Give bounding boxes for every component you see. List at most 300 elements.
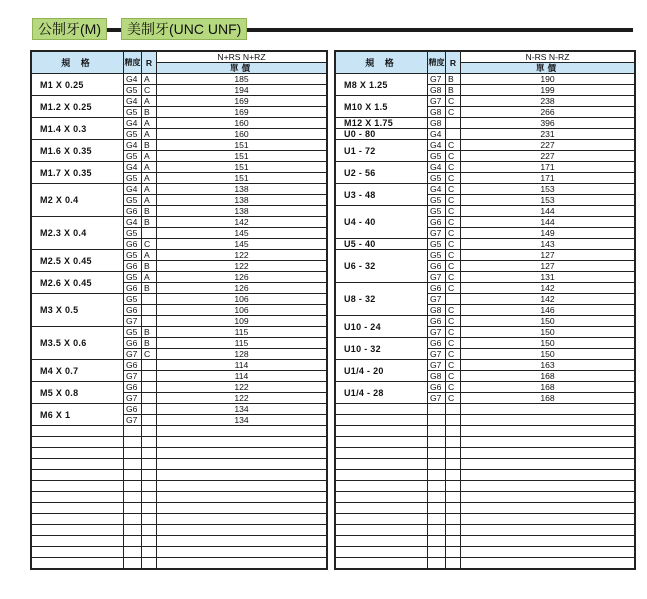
empty-cell [461, 459, 635, 470]
tab-unc-unf-thread[interactable]: 美制牙(UNC UNF) [121, 18, 247, 40]
price-cell: 168 [461, 382, 635, 393]
price-cell: 142 [461, 294, 635, 305]
empty-row [32, 514, 327, 525]
grade-cell: G8 [428, 305, 446, 316]
r-cell [446, 118, 461, 129]
r-cell [142, 404, 157, 415]
table-row [32, 382, 327, 393]
empty-cell [157, 492, 327, 503]
grade-cell: G5 [124, 250, 142, 261]
price-cell: 143 [461, 239, 635, 250]
grade-cell: G6 [428, 261, 446, 272]
table-row [32, 272, 327, 283]
empty-row [336, 503, 635, 514]
grade-cell: G5 [124, 107, 142, 118]
r-cell: A [142, 272, 157, 283]
spec-cell: M2.6 X 0.45 [32, 272, 124, 294]
empty-cell [32, 503, 124, 514]
r-cell: A [142, 250, 157, 261]
price-cell: 153 [461, 184, 635, 195]
empty-cell [428, 492, 446, 503]
price-cell: 169 [157, 96, 327, 107]
empty-cell [157, 470, 327, 481]
spec-cell: U2 - 56 [336, 162, 428, 184]
price-cell: 190 [461, 74, 635, 85]
r-cell: C [446, 184, 461, 195]
empty-row [32, 536, 327, 547]
r-cell: C [446, 250, 461, 261]
price-cell: 127 [461, 261, 635, 272]
price-cell: 153 [461, 195, 635, 206]
r-cell: A [142, 151, 157, 162]
table-row [336, 338, 635, 349]
spec-cell: U8 - 32 [336, 283, 428, 316]
empty-cell [428, 459, 446, 470]
r-cell: C [446, 151, 461, 162]
price-cell: 151 [157, 162, 327, 173]
r-cell: A [142, 74, 157, 85]
empty-cell [32, 459, 124, 470]
header-spec: 規 格 [336, 52, 428, 74]
spec-cell: U5 - 40 [336, 239, 428, 250]
grade-cell: G8 [428, 371, 446, 382]
empty-cell [142, 503, 157, 514]
price-cell: 122 [157, 393, 327, 404]
empty-cell [336, 481, 428, 492]
price-cell: 151 [157, 140, 327, 151]
spec-cell: M5 X 0.8 [32, 382, 124, 404]
empty-cell [428, 481, 446, 492]
r-cell: A [142, 96, 157, 107]
empty-cell [124, 525, 142, 536]
price-cell: 151 [157, 151, 327, 162]
empty-cell [142, 470, 157, 481]
table-row [336, 140, 635, 151]
spec-cell: M1.4 X 0.3 [32, 118, 124, 140]
table-row [32, 96, 327, 107]
table-row [336, 96, 635, 107]
empty-cell [142, 514, 157, 525]
r-cell [142, 415, 157, 426]
empty-cell [336, 547, 428, 558]
grade-cell: G6 [124, 360, 142, 371]
price-cell: 171 [461, 162, 635, 173]
price-cell: 131 [461, 272, 635, 283]
empty-cell [32, 558, 124, 569]
price-cell: 169 [157, 107, 327, 118]
table-row [336, 129, 635, 140]
table-row [336, 118, 635, 129]
price-cell: 126 [157, 283, 327, 294]
price-cell: 168 [461, 371, 635, 382]
price-cell: 138 [157, 184, 327, 195]
spec-cell: U6 - 32 [336, 250, 428, 283]
price-cell: 106 [157, 305, 327, 316]
r-cell: C [446, 96, 461, 107]
table-row [32, 74, 327, 85]
empty-row [32, 459, 327, 470]
empty-cell [32, 426, 124, 437]
price-cell: 122 [157, 250, 327, 261]
r-cell: C [446, 360, 461, 371]
r-cell [142, 360, 157, 371]
grade-cell: G4 [124, 162, 142, 173]
r-cell: C [142, 85, 157, 96]
price-cell: 199 [461, 85, 635, 96]
empty-cell [428, 470, 446, 481]
empty-row [336, 536, 635, 547]
spec-cell: U3 - 48 [336, 184, 428, 206]
grade-cell: G7 [428, 228, 446, 239]
r-cell: C [446, 338, 461, 349]
price-cell: 171 [461, 173, 635, 184]
r-cell: B [446, 74, 461, 85]
grade-cell: G4 [124, 140, 142, 151]
grade-cell: G7 [124, 371, 142, 382]
empty-cell [124, 470, 142, 481]
empty-cell [157, 448, 327, 459]
grade-cell: G7 [428, 393, 446, 404]
table-row [336, 250, 635, 261]
empty-row [336, 558, 635, 569]
empty-cell [446, 481, 461, 492]
grade-cell: G6 [124, 206, 142, 217]
empty-row [336, 547, 635, 558]
empty-cell [446, 459, 461, 470]
header-price: 單價 [461, 63, 635, 74]
empty-cell [461, 558, 635, 569]
r-cell: B [142, 140, 157, 151]
r-cell: C [446, 195, 461, 206]
empty-cell [461, 525, 635, 536]
spec-cell: M2 X 0.4 [32, 184, 124, 217]
table-row [32, 360, 327, 371]
r-cell: C [446, 107, 461, 118]
price-cell: 122 [157, 261, 327, 272]
table-row [336, 239, 635, 250]
price-cell: 396 [461, 118, 635, 129]
spec-cell: U0 - 80 [336, 129, 428, 140]
empty-cell [428, 525, 446, 536]
r-cell: C [446, 283, 461, 294]
empty-cell [32, 448, 124, 459]
r-cell: A [142, 173, 157, 184]
empty-cell [32, 437, 124, 448]
grade-cell: G5 [428, 151, 446, 162]
r-cell: A [142, 162, 157, 173]
empty-cell [428, 404, 446, 415]
grade-cell: G5 [428, 206, 446, 217]
table-row [336, 283, 635, 294]
r-cell: C [446, 382, 461, 393]
empty-cell [446, 404, 461, 415]
table-row [336, 74, 635, 85]
price-cell: 115 [157, 338, 327, 349]
grade-cell: G4 [428, 162, 446, 173]
grade-cell: G5 [428, 195, 446, 206]
table-row [32, 184, 327, 195]
grade-cell: G4 [428, 129, 446, 140]
price-cell: 138 [157, 195, 327, 206]
r-cell: B [142, 327, 157, 338]
grade-cell: G4 [124, 184, 142, 195]
table-row [32, 140, 327, 151]
empty-cell [428, 514, 446, 525]
table-row [32, 327, 327, 338]
empty-cell [461, 503, 635, 514]
grade-cell: G4 [428, 140, 446, 151]
table-row [336, 206, 635, 217]
r-cell: B [142, 107, 157, 118]
empty-cell [336, 503, 428, 514]
spec-cell: U4 - 40 [336, 206, 428, 239]
r-cell: C [446, 206, 461, 217]
r-cell: C [446, 239, 461, 250]
header-series: N-RS N-RZ [461, 52, 635, 63]
header-price: 單價 [157, 63, 327, 74]
empty-cell [446, 503, 461, 514]
table-row [336, 162, 635, 173]
empty-cell [157, 437, 327, 448]
grade-cell: G5 [124, 173, 142, 184]
grade-cell: G6 [428, 316, 446, 327]
empty-cell [446, 536, 461, 547]
price-cell: 134 [157, 404, 327, 415]
empty-row [32, 558, 327, 569]
r-cell: B [142, 261, 157, 272]
grade-cell: G4 [428, 184, 446, 195]
empty-cell [32, 536, 124, 547]
r-cell: C [446, 162, 461, 173]
empty-cell [32, 492, 124, 503]
table-row [32, 250, 327, 261]
r-cell: C [446, 173, 461, 184]
empty-cell [461, 492, 635, 503]
r-cell: B [142, 338, 157, 349]
r-cell: C [446, 228, 461, 239]
empty-cell [336, 437, 428, 448]
grade-cell: G5 [124, 272, 142, 283]
r-cell [142, 294, 157, 305]
empty-cell [142, 448, 157, 459]
empty-row [336, 448, 635, 459]
header-r: R [142, 52, 157, 74]
grade-cell: G6 [428, 338, 446, 349]
grade-cell: G4 [124, 74, 142, 85]
empty-cell [142, 525, 157, 536]
empty-row [336, 481, 635, 492]
empty-cell [336, 426, 428, 437]
empty-cell [124, 514, 142, 525]
empty-cell [446, 558, 461, 569]
empty-cell [124, 547, 142, 558]
spec-cell: M3 X 0.5 [32, 294, 124, 327]
empty-cell [461, 448, 635, 459]
r-cell [446, 294, 461, 305]
empty-cell [142, 492, 157, 503]
grade-cell: G5 [124, 294, 142, 305]
r-cell: C [446, 217, 461, 228]
grade-cell: G7 [124, 393, 142, 404]
r-cell [142, 228, 157, 239]
spec-cell: U1/4 - 28 [336, 382, 428, 404]
grade-cell: G7 [124, 316, 142, 327]
price-cell: 126 [157, 272, 327, 283]
empty-cell [461, 415, 635, 426]
grade-cell: G7 [428, 272, 446, 283]
price-cell: 109 [157, 316, 327, 327]
r-cell: C [446, 327, 461, 338]
empty-cell [446, 492, 461, 503]
spec-cell: M1.6 X 0.35 [32, 140, 124, 162]
empty-cell [157, 525, 327, 536]
table-row [32, 162, 327, 173]
r-cell: C [446, 316, 461, 327]
table-row [336, 184, 635, 195]
r-cell: A [142, 118, 157, 129]
empty-cell [157, 536, 327, 547]
empty-cell [428, 415, 446, 426]
price-cell: 150 [461, 338, 635, 349]
grade-cell: G4 [124, 118, 142, 129]
empty-row [336, 404, 635, 415]
grade-cell: G6 [124, 283, 142, 294]
empty-cell [446, 437, 461, 448]
price-cell: 194 [157, 85, 327, 96]
grade-cell: G5 [124, 129, 142, 140]
grade-cell: G6 [428, 217, 446, 228]
empty-row [32, 503, 327, 514]
empty-cell [142, 426, 157, 437]
spec-cell: M1.7 X 0.35 [32, 162, 124, 184]
spec-cell: M8 X 1.25 [336, 74, 428, 96]
r-cell: C [142, 349, 157, 360]
grade-cell: G4 [124, 217, 142, 228]
spec-cell: M2.3 X 0.4 [32, 217, 124, 250]
price-cell: 145 [157, 228, 327, 239]
grade-cell: G7 [428, 327, 446, 338]
price-cell: 160 [157, 129, 327, 140]
spec-cell: M6 X 1 [32, 404, 124, 426]
grade-cell: G8 [428, 107, 446, 118]
table-row [336, 360, 635, 371]
price-cell: 168 [461, 393, 635, 404]
header-grade: 精度 [124, 52, 142, 74]
empty-cell [336, 448, 428, 459]
empty-cell [428, 426, 446, 437]
empty-cell [428, 536, 446, 547]
r-cell: C [446, 349, 461, 360]
empty-cell [124, 426, 142, 437]
price-cell: 185 [157, 74, 327, 85]
empty-cell [446, 470, 461, 481]
r-cell: C [446, 305, 461, 316]
grade-cell: G8 [428, 118, 446, 129]
spec-cell: M10 X 1.5 [336, 96, 428, 118]
empty-cell [428, 547, 446, 558]
r-cell: A [142, 184, 157, 195]
empty-cell [32, 525, 124, 536]
empty-cell [336, 558, 428, 569]
price-cell: 150 [461, 327, 635, 338]
price-cell: 151 [157, 173, 327, 184]
price-cell: 114 [157, 360, 327, 371]
grade-cell: G5 [124, 228, 142, 239]
empty-cell [142, 536, 157, 547]
price-cell: 122 [157, 382, 327, 393]
price-cell: 127 [461, 250, 635, 261]
r-cell: C [446, 371, 461, 382]
grade-cell: G5 [428, 250, 446, 261]
empty-cell [157, 547, 327, 558]
metric-price-table [30, 50, 328, 570]
tab-metric-thread[interactable]: 公制牙(M) [32, 18, 107, 40]
empty-cell [336, 492, 428, 503]
r-cell: A [142, 195, 157, 206]
price-cell: 238 [461, 96, 635, 107]
header-grade: 精度 [428, 52, 446, 74]
table-row [32, 217, 327, 228]
empty-cell [32, 514, 124, 525]
empty-row [32, 547, 327, 558]
empty-row [32, 470, 327, 481]
grade-cell: G8 [428, 85, 446, 96]
price-cell: 106 [157, 294, 327, 305]
r-cell: C [446, 140, 461, 151]
empty-cell [142, 437, 157, 448]
grade-cell: G6 [124, 261, 142, 272]
empty-row [32, 525, 327, 536]
empty-cell [32, 470, 124, 481]
empty-cell [461, 470, 635, 481]
header-series: N+RS N+RZ [157, 52, 327, 63]
grade-cell: G5 [124, 327, 142, 338]
empty-cell [461, 481, 635, 492]
grade-cell: G6 [124, 382, 142, 393]
empty-cell [157, 459, 327, 470]
price-cell: 114 [157, 371, 327, 382]
empty-cell [336, 404, 428, 415]
r-cell: A [142, 129, 157, 140]
r-cell [142, 393, 157, 404]
grade-cell: G7 [428, 294, 446, 305]
empty-cell [142, 558, 157, 569]
grade-cell: G7 [428, 349, 446, 360]
r-cell [142, 382, 157, 393]
header-spec: 規 格 [32, 52, 124, 74]
price-cell: 160 [157, 118, 327, 129]
grade-cell: G5 [124, 85, 142, 96]
empty-row [336, 514, 635, 525]
price-cell: 149 [461, 228, 635, 239]
grade-cell: G5 [124, 195, 142, 206]
header-tabs [0, 0, 647, 42]
spec-cell: U1 - 72 [336, 140, 428, 162]
empty-cell [446, 525, 461, 536]
r-cell: B [446, 85, 461, 96]
grade-cell: G6 [428, 382, 446, 393]
grade-cell: G7 [428, 360, 446, 371]
price-cell: 115 [157, 327, 327, 338]
empty-cell [336, 514, 428, 525]
empty-row [336, 437, 635, 448]
empty-row [336, 459, 635, 470]
price-cell: 146 [461, 305, 635, 316]
r-cell: C [142, 239, 157, 250]
empty-row [336, 470, 635, 481]
empty-cell [124, 437, 142, 448]
unc-price-table [334, 50, 636, 570]
